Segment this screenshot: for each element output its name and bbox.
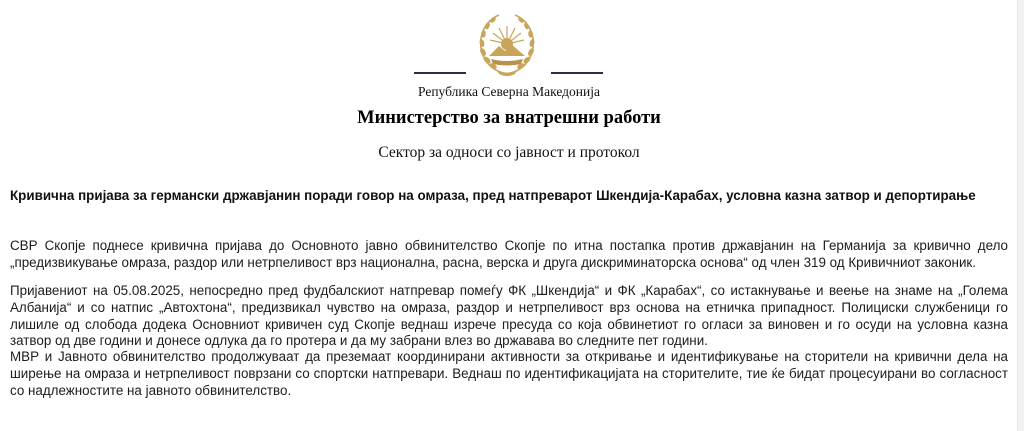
header-rule-left — [414, 72, 466, 74]
article-paragraph-3: МВР и Јавното обвинителство продолжуваат да преземаат координирани активности за откривање и идентификување на сторители на кривични дела на ширење на омраза и нетрпеливост поврзани со спортски натпревари. Веднаш по идентификацијата на сторителите, тие ќе бидат процесуирани во согласност со надлежностите на јавното обвинителство. — [10, 349, 1008, 398]
article-paragraph-2: Пријавениот на 05.08.2025, непосредно пред фудбалскиот натпревар помеѓу ФК „Шкендија“ и ФК „Карабах“, со истакнување и веење на знаме на „Голема Албанија“ и со натпис „Автохтона“, предизвикал чувство на омраза, раздор и нетрпеливост врз основа на етничка припадност. Полициски службеници го лишиле од слобода додека Основниот кривичен суд Скопје веднаш изрече пресуда со која обвинетиот го огласи за виновен и го осуди на условна казна затвор од две години и донесе одлука да го протера и да му забрани влез во државава во следните пет години. — [10, 283, 1008, 349]
coat-of-arms-emblem-icon — [475, 8, 539, 80]
header-rule-right — [551, 72, 603, 74]
document-header — [0, 0, 1018, 170]
article-headline: Кривична пријава за германски државјанин поради говор на омраза, пред натпреварот Шкендија-Карабах, условна казна затвор и депортирање — [10, 188, 976, 203]
ministry-name: Министерство за внатрешни работи — [357, 108, 661, 128]
article-paragraph-1: СВР Скопје поднесе кривична пријава до Основното јавно обвинителство Скопје по итна постапка против државјанин на Германија за кривично дело „предизвикување омраза, раздор или нетрпеливост врз национална, расна, верска и друга дискриминаторска основа“ од член 319 од Кривичниот законик. — [10, 238, 1008, 270]
vertical-scrollbar[interactable] — [1017, 0, 1024, 431]
sector-name: Сектор за односи со јавност и протокол — [378, 144, 640, 161]
republic-name: Република Северна Македонија — [418, 84, 600, 99]
